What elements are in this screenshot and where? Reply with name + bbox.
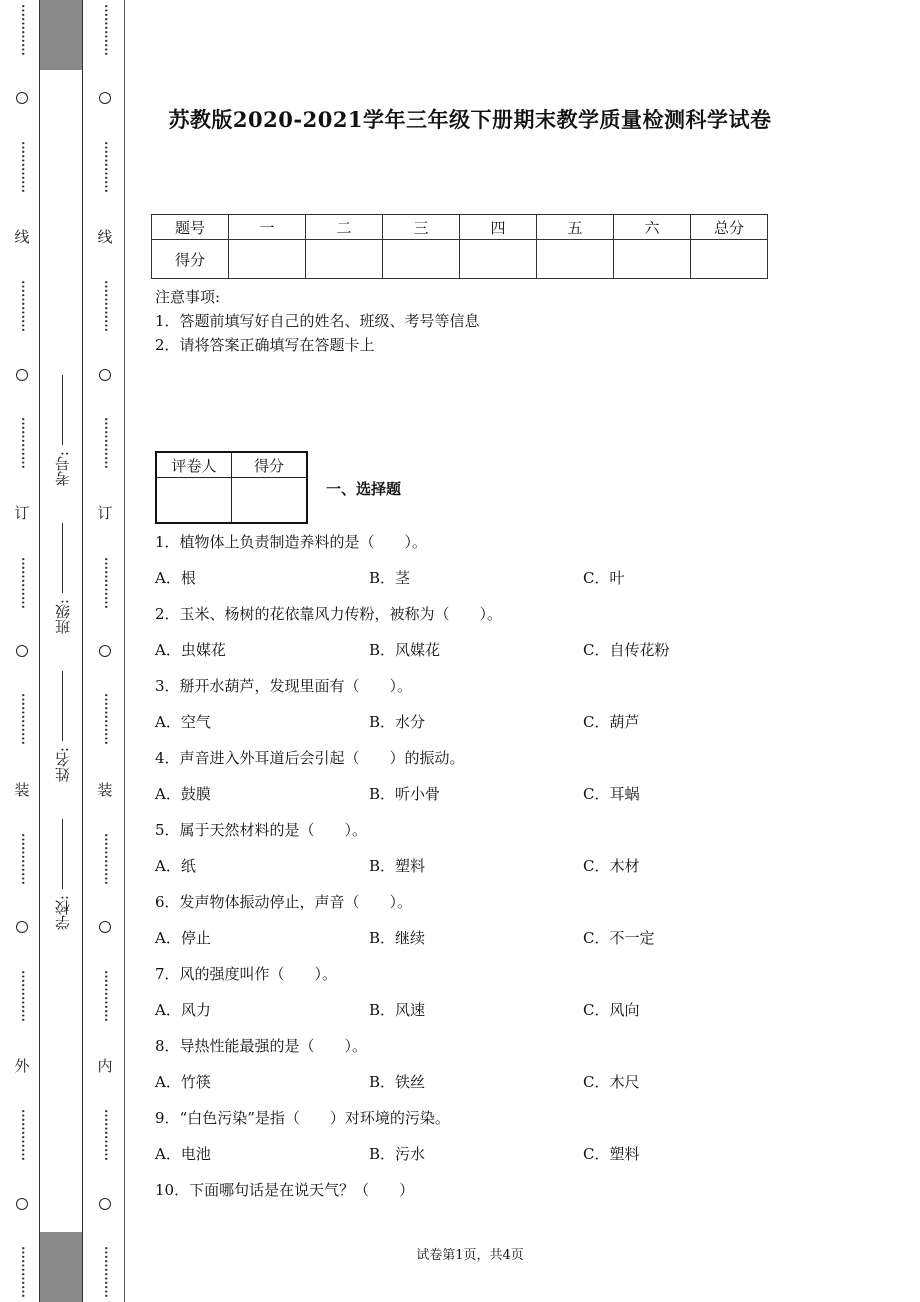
- question-options: [155, 710, 855, 746]
- score-cell[interactable]: [614, 240, 691, 279]
- circle-mark: [16, 369, 28, 381]
- circle-mark: [99, 645, 111, 657]
- option-b[interactable]: B．塑料: [369, 857, 426, 875]
- score-cell[interactable]: [691, 240, 768, 279]
- option-a[interactable]: A．根: [155, 569, 196, 587]
- binding-margin: [0, 0, 125, 1302]
- question-text: 5．属于天然材料的是（ ）。: [155, 821, 368, 839]
- question-options: [155, 926, 855, 962]
- notes-heading: 注意事项:: [155, 288, 221, 306]
- question-options: [155, 638, 855, 674]
- question-options: [155, 1142, 855, 1178]
- school-label: 学校:: [53, 894, 72, 930]
- question-text: 1．植物体上负责制造养料的是（ ）。: [155, 533, 428, 551]
- option-a[interactable]: A．停止: [155, 929, 211, 947]
- margin-border: [124, 0, 125, 1302]
- name-label: 姓名:: [53, 746, 72, 782]
- score-cell[interactable]: [460, 240, 537, 279]
- grader-score-cell[interactable]: [232, 478, 308, 524]
- question-text: 4．声音进入外耳道后会引起（ ）的振动。: [155, 749, 465, 767]
- question-options: [155, 782, 855, 818]
- option-a[interactable]: A．空气: [155, 713, 211, 731]
- circle-mark: [16, 921, 28, 933]
- inner-char-xian: 线: [95, 228, 114, 244]
- option-a[interactable]: A．风力: [155, 1001, 211, 1019]
- score-header-cell: 六: [614, 215, 691, 240]
- exam-number-label: 考号:: [53, 451, 72, 487]
- option-c[interactable]: C．耳蜗: [583, 785, 640, 803]
- inner-char-ding: 订: [95, 505, 114, 521]
- option-c[interactable]: C．塑料: [583, 1145, 640, 1163]
- score-header-cell: 四: [460, 215, 537, 240]
- outer-char-zhuang: 装: [12, 781, 31, 797]
- circle-mark: [99, 92, 111, 104]
- name-field[interactable]: [52, 671, 73, 782]
- grader-table: [155, 451, 308, 524]
- class-field[interactable]: [52, 523, 73, 634]
- option-c[interactable]: C．叶: [583, 569, 625, 587]
- score-cell[interactable]: [229, 240, 306, 279]
- outer-char-ding: 订: [12, 505, 31, 521]
- score-cell[interactable]: [383, 240, 460, 279]
- page-footer: 试卷第1页，共4页: [416, 1248, 524, 1263]
- circle-mark: [16, 1198, 28, 1210]
- score-table: [151, 214, 768, 279]
- option-b[interactable]: B．水分: [369, 713, 426, 731]
- question-options: [155, 998, 855, 1034]
- option-a[interactable]: A．纸: [155, 857, 196, 875]
- option-a[interactable]: A．电池: [155, 1145, 211, 1163]
- page-title: 苏教版2020-2021学年三年级下册期末教学质量检测科学试卷: [168, 107, 772, 132]
- circle-mark: [16, 645, 28, 657]
- option-c[interactable]: C．葫芦: [583, 713, 640, 731]
- option-c[interactable]: C．风向: [583, 1001, 640, 1019]
- option-b[interactable]: B．风速: [369, 1001, 426, 1019]
- question-text: 2．玉米、杨树的花依靠风力传粉，被称为（ ）。: [155, 605, 503, 623]
- outer-char-xian: 线: [12, 228, 31, 244]
- option-a[interactable]: A．虫媒花: [155, 641, 226, 659]
- score-header-cell: 五: [537, 215, 614, 240]
- option-b[interactable]: B．听小骨: [369, 785, 441, 803]
- option-b[interactable]: B．污水: [369, 1145, 426, 1163]
- score-header-cell: 题号: [152, 215, 229, 240]
- circle-mark: [99, 1198, 111, 1210]
- option-a[interactable]: A．鼓膜: [155, 785, 211, 803]
- school-field[interactable]: [52, 819, 73, 930]
- student-info-fields: [48, 375, 76, 930]
- inner-char-nei: 内: [95, 1057, 114, 1073]
- option-c[interactable]: C．木尺: [583, 1073, 640, 1091]
- question-options: [155, 854, 855, 890]
- option-c[interactable]: C．自传花粉: [583, 641, 670, 659]
- class-label: 班级:: [53, 598, 72, 635]
- grader-cell[interactable]: [156, 478, 232, 524]
- question-list: [155, 530, 855, 1214]
- outer-char-wai: 外: [12, 1057, 31, 1073]
- question-text: 9．“白色污染”是指（ ）对环境的污染。: [155, 1109, 450, 1127]
- question-text: 10．下面哪句话是在说天气？（ ）: [155, 1181, 415, 1199]
- score-table-header: [152, 215, 768, 240]
- score-cell[interactable]: [537, 240, 614, 279]
- score-header-cell: 总分: [691, 215, 768, 240]
- exam-number-field[interactable]: [52, 375, 73, 486]
- option-b[interactable]: B．继续: [369, 929, 426, 947]
- option-c[interactable]: C．木材: [583, 857, 640, 875]
- notes-item: 2．请将答案正确填写在答题卡上: [155, 336, 375, 354]
- option-b[interactable]: B．茎: [369, 569, 411, 587]
- section-title: 一、选择题: [326, 480, 402, 498]
- score-header-cell: 二: [306, 215, 383, 240]
- score-header-cell: 一: [229, 215, 306, 240]
- question-text: 3．掰开水葫芦，发现里面有（ ）。: [155, 677, 413, 695]
- option-b[interactable]: B．风媒花: [369, 641, 441, 659]
- question-options: [155, 566, 855, 602]
- question-text: 8．导热性能最强的是（ ）。: [155, 1037, 368, 1055]
- option-b[interactable]: B．铁丝: [369, 1073, 426, 1091]
- question-text: 6．发声物体振动停止，声音（ ）。: [155, 893, 413, 911]
- option-a[interactable]: A．竹筷: [155, 1073, 211, 1091]
- score-row-label: 得分: [152, 240, 229, 279]
- notes-item: 1．答题前填写好自己的姓名、班级、考号等信息: [155, 312, 480, 330]
- score-header-cell: 三: [383, 215, 460, 240]
- score-cell[interactable]: [306, 240, 383, 279]
- circle-mark: [99, 369, 111, 381]
- grader-score-label: 得分: [232, 452, 308, 478]
- question-options: [155, 1070, 855, 1106]
- grader-label: 评卷人: [156, 452, 232, 478]
- outer-cut-line: ⋯⋯⋯⋯ ⋯⋯⋯⋯ 线 ⋯⋯⋯⋯ ⋯⋯⋯⋯ 订 ⋯⋯⋯⋯ ⋯⋯⋯⋯ 装 ⋯⋯⋯⋯ ⋯⋯⋯⋯ 外 ⋯⋯⋯⋯ ⋯⋯⋯⋯: [12, 4, 31, 1298]
- inner-cut-line: ⋯⋯⋯⋯ ⋯⋯⋯⋯ 线 ⋯⋯⋯⋯ ⋯⋯⋯⋯ 订 ⋯⋯⋯⋯ ⋯⋯⋯⋯ 装 ⋯⋯⋯⋯ ⋯⋯⋯⋯ 内 ⋯⋯⋯⋯ ⋯⋯⋯⋯: [95, 4, 114, 1298]
- question-text: 7．风的强度叫作（ ）。: [155, 965, 338, 983]
- notes: [155, 285, 480, 357]
- circle-mark: [16, 92, 28, 104]
- circle-mark: [99, 921, 111, 933]
- score-table-row: [152, 240, 768, 279]
- option-c[interactable]: C．不一定: [583, 929, 655, 947]
- inner-char-zhuang: 装: [95, 781, 114, 797]
